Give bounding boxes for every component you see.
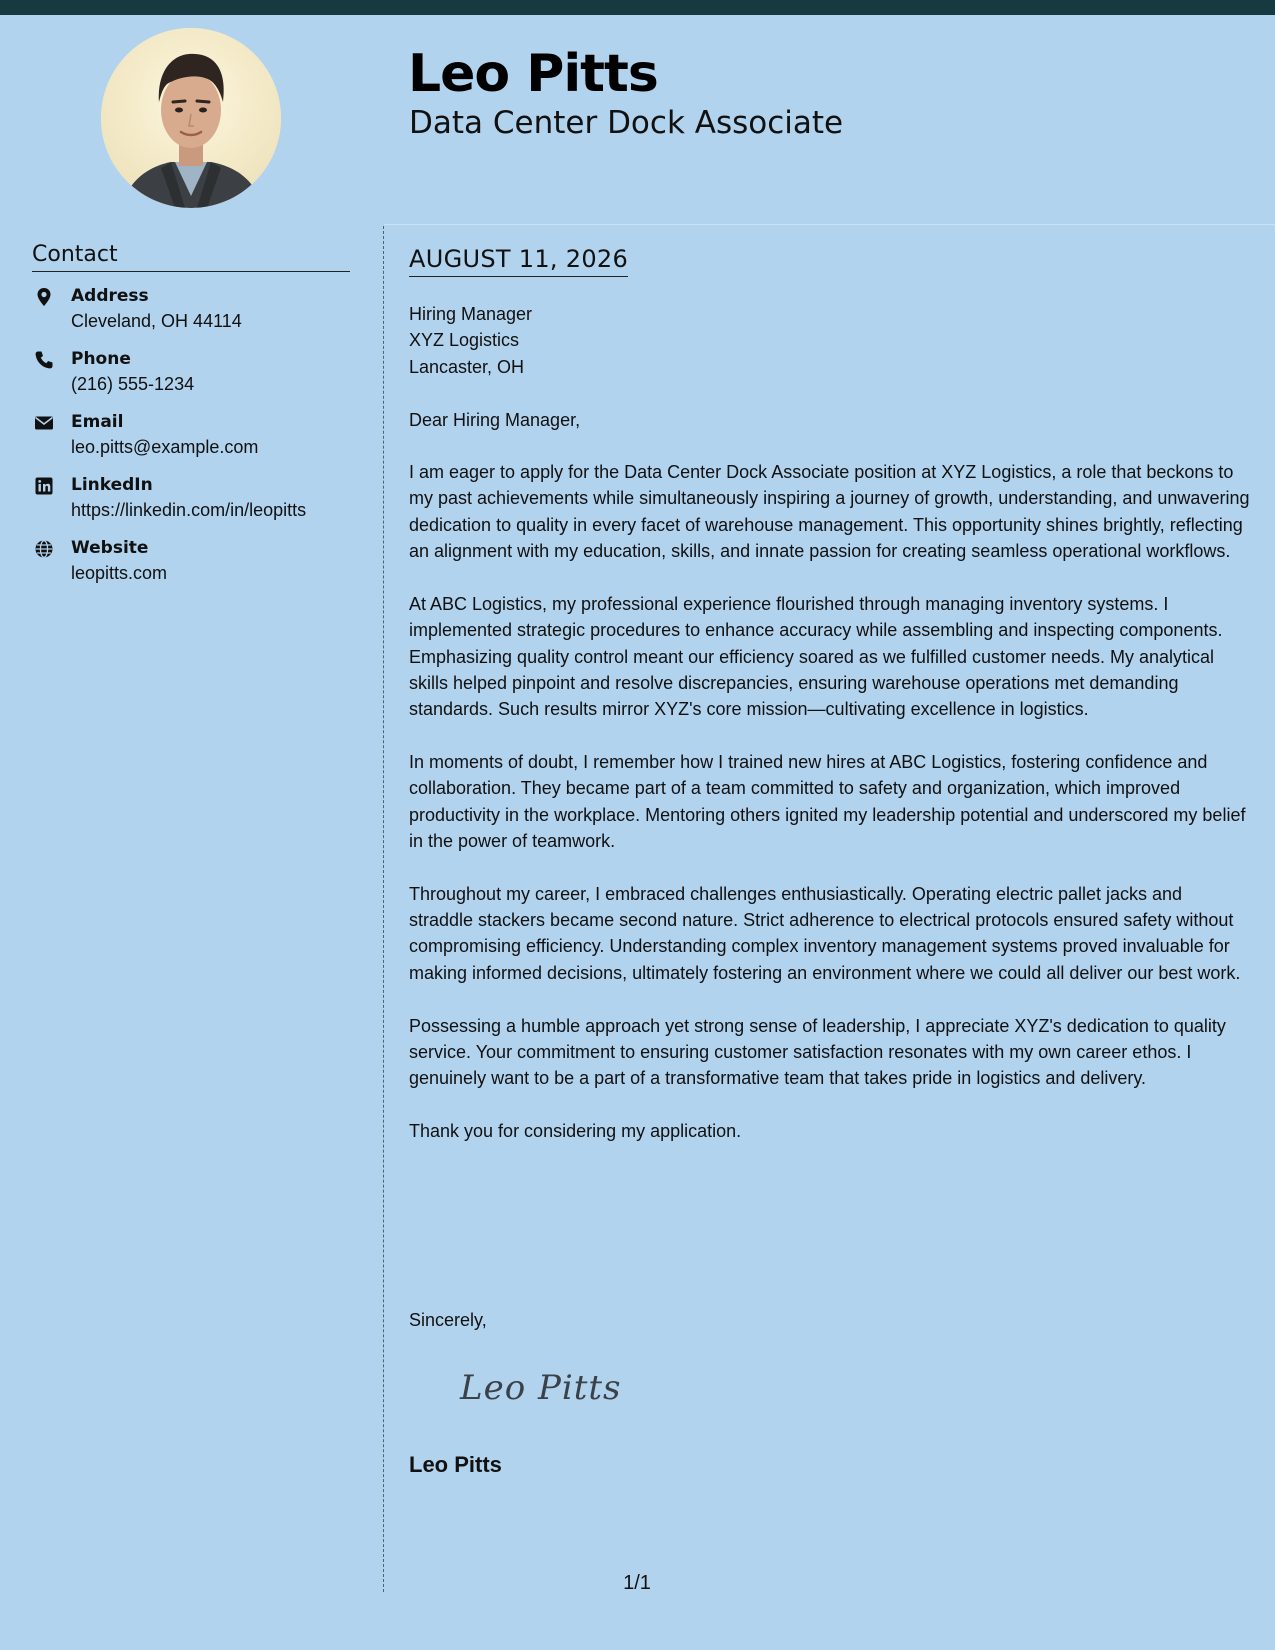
contact-item-linkedin [32, 474, 352, 537]
salutation: Dear Hiring Manager, [409, 409, 581, 430]
contact-label: Website [71, 538, 149, 558]
recipient-line: Lancaster, OH [409, 356, 525, 377]
handwritten-signature: Leo Pitts [460, 1368, 622, 1408]
contact-item-email [32, 411, 352, 474]
contact-value: (216) 555-1234 [71, 374, 195, 394]
column-divider [383, 226, 384, 1592]
signoff-name: Leo Pitts [409, 1452, 502, 1477]
recipient-line: XYZ Logistics [409, 330, 520, 351]
letter-paragraph: I am eager to apply for the Data Center Dock Associate position at XYZ Logistics, a role that beckons to my past achievements while simultaneously inspiring a journey of growth, understanding, and unwavering dedication to quality in every facet of warehouse management. This opportunity shines brightly, reflecting an alignment with my education, skills, and innate passion for creating seamless operational workflows. [409, 462, 1250, 562]
page-number: 1/1 [623, 1572, 651, 1594]
contact-label: Address [71, 286, 149, 306]
contact-item-address [32, 285, 352, 348]
thank-you-line: Thank you for considering my application. [409, 1121, 742, 1142]
letter-paragraph: Possessing a humble approach yet strong sense of leadership, I appreciate XYZ's dedication to quality service. Your commitment to ensuring customer satisfaction resonates with my own career ethos. I genuinely want to be a part of a transformative team that takes pride in logistics and delivery. [409, 1015, 1226, 1089]
globe-icon [34, 539, 54, 559]
header-divider [384, 224, 1275, 225]
letter-date: AUGUST 11, 2026 [409, 244, 628, 277]
letter-body [409, 301, 1251, 1144]
contact-label: LinkedIn [71, 475, 153, 495]
closing: Sincerely, [409, 1310, 487, 1330]
website-link[interactable]: leopitts.com [71, 563, 168, 583]
job-title: Data Center Dock Associate [409, 105, 844, 141]
linkedin-icon [34, 476, 54, 496]
contact-item-phone [32, 348, 352, 411]
profile-photo [101, 28, 281, 208]
contact-value: Cleveland, OH 44114 [71, 311, 242, 331]
contact-heading: Contact [32, 240, 350, 272]
candidate-name: Leo Pitts [408, 44, 658, 104]
linkedin-link[interactable]: https://linkedin.com/in/leopitts [71, 500, 307, 520]
contact-label: Email [71, 412, 124, 432]
email-link[interactable]: leo.pitts@example.com [71, 437, 259, 457]
letter-paragraph: At ABC Logistics, my professional experience flourished through managing inventory systems. I implemented strategic procedures to enhance accuracy while assembling and inspecting components. Emphasizing quality control meant our efficiency soared as we fulfilled customer needs. My analytical skills helped pinpoint and resolve discrepancies, ensuring warehouse operations met demanding standards. Such results mirror XYZ's core mission—cultivating excellence in logistics. [409, 593, 1223, 720]
map-pin-icon [34, 287, 54, 307]
phone-icon [34, 350, 54, 370]
contact-label: Phone [71, 349, 131, 369]
recipient-block [409, 301, 1251, 380]
avatar [101, 28, 281, 208]
letter-paragraph: In moments of doubt, I remember how I trained new hires at ABC Logistics, fostering confidence and collaboration. They became part of a team committed to safety and organization, which improved productivity in the workplace. Mentoring others ignited my leadership potential and underscored my belief in the power of teamwork. [409, 752, 1246, 851]
contact-item-website [32, 537, 352, 600]
top-accent-bar [0, 0, 1275, 15]
contact-list [32, 285, 352, 600]
recipient-line: Hiring Manager [409, 304, 533, 324]
envelope-icon [34, 413, 54, 433]
letter-paragraph: Throughout my career, I embraced challenges enthusiastically. Operating electric pallet jacks and straddle stackers became second nature. Strict adherence to electrical protocols ensured safety without compromising efficiency. Understanding complex inventory management systems proved invaluable for making informed decisions, ultimately fostering an environment where we could all deliver our best work. [409, 883, 1241, 983]
